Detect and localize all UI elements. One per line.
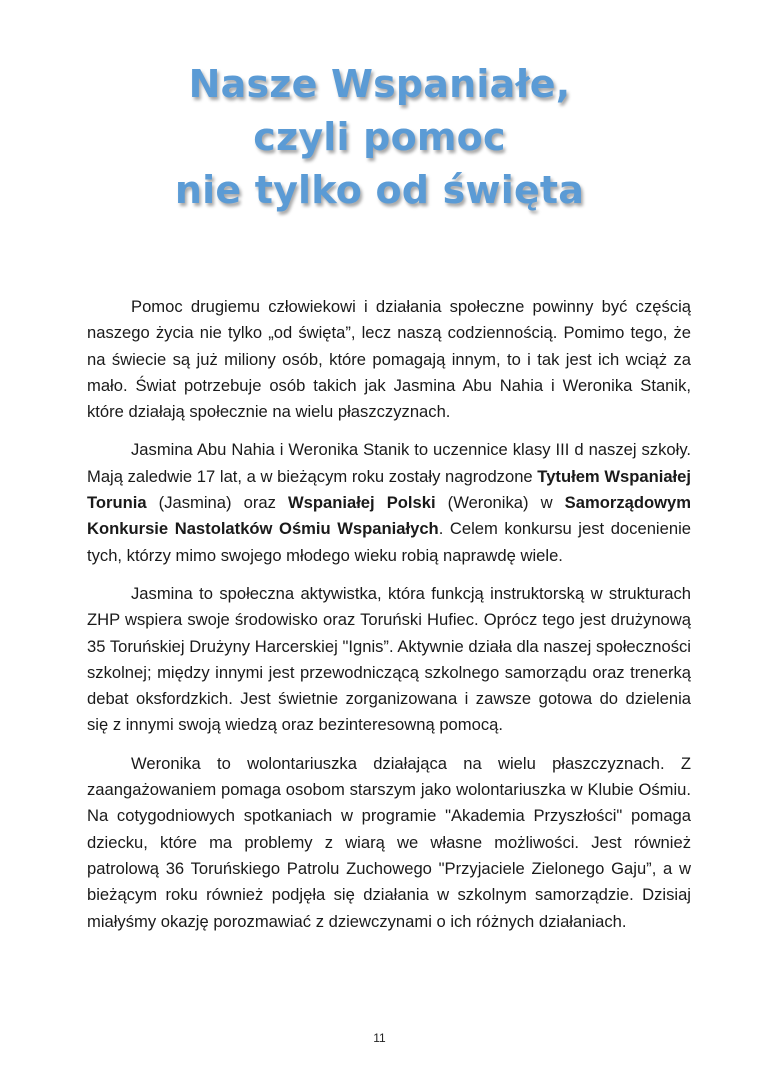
page-number: 11 <box>373 1031 386 1045</box>
article-body <box>87 294 691 947</box>
paragraph-2 <box>87 437 691 568</box>
title-line-3: nie tylko od święta <box>174 168 585 212</box>
contest-name: Samorządowym Konkursie Nastolatków Ośmiu Wspaniałych <box>87 493 692 539</box>
paragraph-2-text-2: (Jasmina) oraz <box>146 493 288 513</box>
article-title <box>0 58 759 217</box>
award-torun: Tytułem Wspaniałej Torunia <box>87 466 691 513</box>
award-polska: Wspaniałej Polski <box>287 493 436 513</box>
paragraph-1: Pomoc drugiemu człowiekowi i działania społeczne powinny być częścią naszego życia nie tylko „od święta”, lecz naszą codziennością. Pomimo tego, że na świecie są już miliony osób, które pomagają innym, to i tak jest ich wciąż za mało. Świat potrzebuje osób takich jak Jasmina Abu Nahia i Weronika Stanik, które działają społecznie na wielu płaszczyznach. <box>87 297 691 422</box>
paragraph-2-text-4: . Celem konkursu jest docenienie tych, którzy mimo swojego młodego wieku robią naprawdę wiele. <box>87 519 691 565</box>
title-line-1: Nasze Wspaniałe, <box>188 62 571 106</box>
paragraph-3: Jasmina to społeczna aktywistka, która funkcją instruktorską w strukturach ZHP wspiera swoje środowisko oraz Toruński Hufiec. Oprócz tego jest drużynową 35 Toruńskiej Drużyny Harcerskiej "Ignis”. Aktywnie działa dla naszej społeczności szkolnej; między innymi jest przewodniczącą szkolnego samorządu oraz trenerką debat oksfordzkich. Jest świetnie zorganizowana i zawsze gotowa do dzielenia się z innymi swoją wiedzą oraz bezinteresowną pomocą. <box>87 583 691 735</box>
paragraph-4: Weronika to wolontariuszka działająca na wielu płaszczyznach. Z zaangażowaniem pomaga osobom starszym jako wolontariuszka w Klubie Ośmiu. Na cotygodniowych spotkaniach w programie "Akademia Przyszłości" pomaga dziecku, które ma problemy z wiarą we własne możliwości. Jest również patrolową 36 Toruńskiego Patrolu Zuchowego "Przyjaciele Zielonego Gaju”, a w bieżącym roku również podjęła się działania w szkolnym samorządzie. Dzisiaj miałyśmy okazję porozmawiać z dziewczynami o ich różnych działaniach. <box>87 753 691 931</box>
title-line-2: czyli pomoc <box>253 115 506 159</box>
paragraph-2-text-3: (Weronika) w <box>435 493 565 513</box>
paragraph-2-text-1: Jasmina Abu Nahia i Weronika Stanik to uczennice klasy III d naszej szkoły. Mają zaledwie 17 lat, a w bieżącym roku zostały nagrodzone <box>87 440 691 486</box>
